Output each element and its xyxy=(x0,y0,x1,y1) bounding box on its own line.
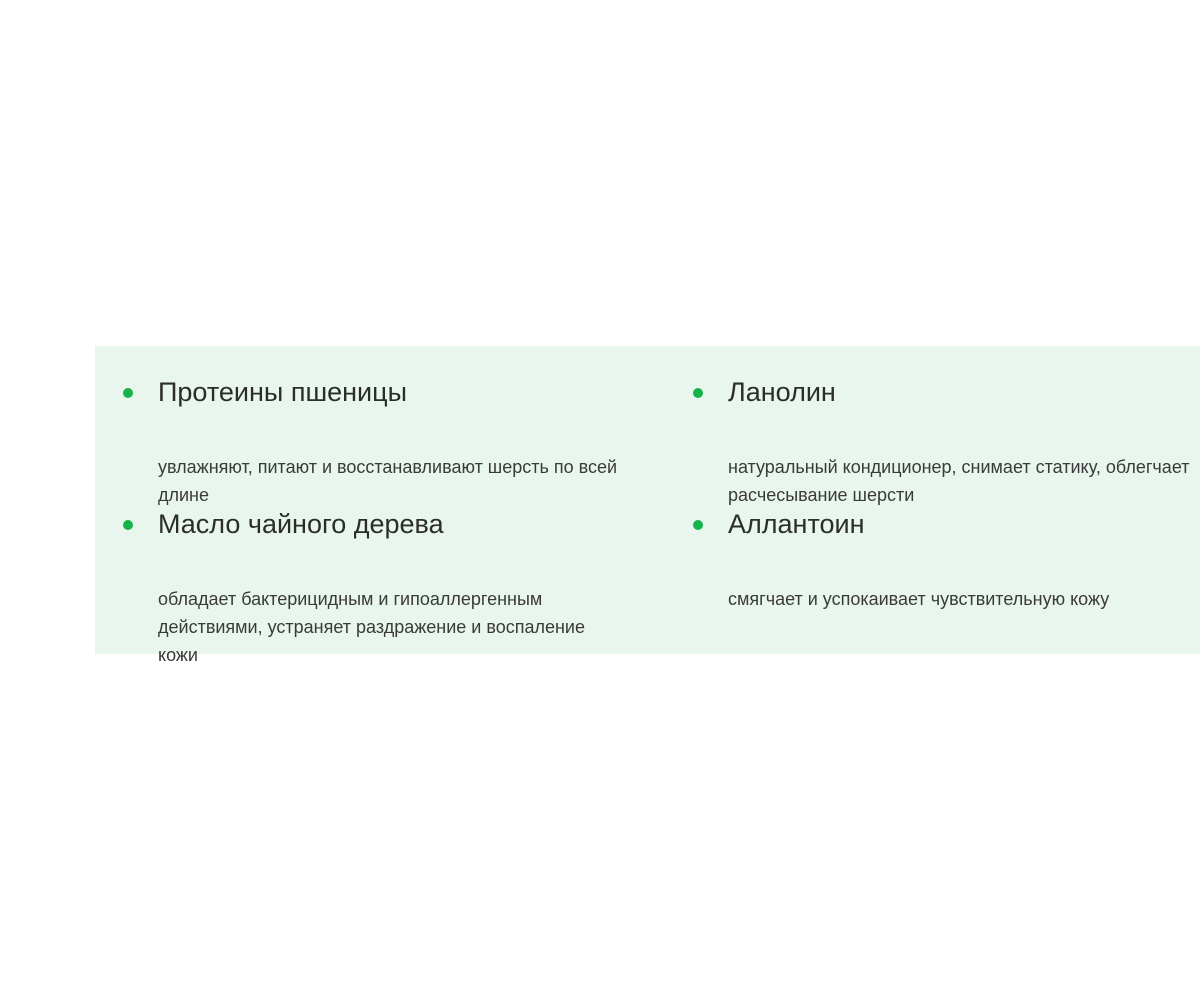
ingredient-description: увлажняют, питают и восстанавливают шерсть по всей длине xyxy=(158,457,618,505)
bullet-dot-icon xyxy=(123,388,133,398)
ingredient-title: Ланолин xyxy=(728,377,836,407)
bullet-dot-icon xyxy=(693,520,703,530)
ingredients-panel xyxy=(95,346,1200,665)
ingredient-title: Аллантоин xyxy=(728,509,865,539)
ingredient-title: Масло чайного дерева xyxy=(158,509,444,539)
ingredient-description: смягчает и успокаивает чувствительную кожу xyxy=(728,589,1110,609)
bullet-dot-icon xyxy=(123,520,133,530)
ingredient-description: натуральный кондиционер, снимает статику, облегчает расчесывание шерсти xyxy=(728,457,1190,505)
bullet-dot-icon xyxy=(693,388,703,398)
ingredient-description: обладает бактерицидным и гипоаллергенным действиями, устраняет раздражение и воспаление кожи xyxy=(158,589,585,665)
ingredient-title: Протеины пшеницы xyxy=(158,377,407,407)
